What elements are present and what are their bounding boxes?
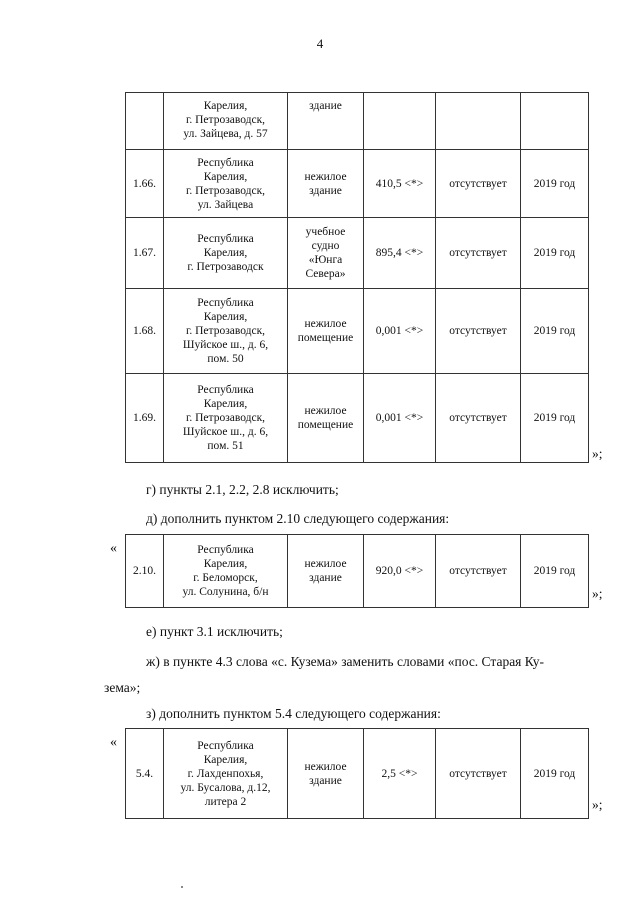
row-object-type: нежилое помещение	[288, 289, 364, 374]
row-area: 0,001 <*>	[364, 289, 436, 374]
paragraph-zh-line-2: зема»;	[104, 680, 141, 695]
row-year: 2019 год	[521, 289, 589, 374]
paragraph-d: д) дополнить пунктом 2.10 следующего содержания:	[146, 511, 450, 526]
row-object-type: нежилое здание	[288, 535, 364, 608]
table-row	[126, 93, 589, 150]
row-status: отсутствует	[436, 289, 521, 374]
table-opening-quote: «	[110, 541, 117, 556]
row-number	[126, 93, 164, 150]
table-closing-quote: »;	[592, 586, 603, 601]
table-row	[126, 374, 589, 463]
row-object-type: учебное судно «Юнга Севера»	[288, 218, 364, 289]
row-number: 5.4.	[126, 729, 164, 819]
row-status: отсутствует	[436, 535, 521, 608]
paragraph-zh-line-1: ж) в пункте 4.3 слова «с. Кузема» заменить словами «пос. Старая Ку-	[146, 654, 545, 669]
row-number: 1.69.	[126, 374, 164, 463]
table-row	[126, 289, 589, 374]
row-number: 2.10.	[126, 535, 164, 608]
row-number: 1.66.	[126, 150, 164, 218]
table-opening-quote: «	[110, 735, 117, 750]
row-address: Республика Карелия, г. Лахденпохья, ул. Бусалова, д.12, литера 2	[164, 729, 288, 819]
row-area: 895,4 <*>	[364, 218, 436, 289]
row-address: Республика Карелия, г. Петрозаводск	[164, 218, 288, 289]
table-row	[126, 535, 589, 608]
row-status: отсутствует	[436, 150, 521, 218]
table-row	[126, 729, 589, 819]
row-object-type: здание	[288, 93, 364, 150]
row-object-type: нежилое здание	[288, 729, 364, 819]
row-year	[521, 93, 589, 150]
paragraph-e: е) пункт 3.1 исключить;	[146, 624, 283, 639]
row-area: 410,5 <*>	[364, 150, 436, 218]
row-number: 1.68.	[126, 289, 164, 374]
row-status: отсутствует	[436, 729, 521, 819]
row-year: 2019 год	[521, 374, 589, 463]
row-status: отсутствует	[436, 374, 521, 463]
table-closing-quote: »;	[592, 446, 603, 461]
row-area: 2,5 <*>	[364, 729, 436, 819]
item-5-4-table	[125, 728, 589, 819]
row-number: 1.67.	[126, 218, 164, 289]
row-address: Республика Карелия, г. Петрозаводск, Шуйское ш., д. 6, пом. 51	[164, 374, 288, 463]
row-area: 0,001 <*>	[364, 374, 436, 463]
row-year: 2019 год	[521, 150, 589, 218]
row-object-type: нежилое здание	[288, 150, 364, 218]
scan-speck	[181, 886, 183, 888]
row-address: Республика Карелия, г. Петрозаводск, Шуйское ш., д. 6, пом. 50	[164, 289, 288, 374]
row-area	[364, 93, 436, 150]
registry-table	[125, 92, 589, 463]
row-object-type: нежилое помещение	[288, 374, 364, 463]
row-address: Республика Карелия, г. Беломорск, ул. Солунина, б/н	[164, 535, 288, 608]
row-year: 2019 год	[521, 729, 589, 819]
table-row	[126, 218, 589, 289]
table-row	[126, 150, 589, 218]
row-status	[436, 93, 521, 150]
row-address: Республика Карелия, г. Петрозаводск, ул. Зайцева	[164, 150, 288, 218]
row-status: отсутствует	[436, 218, 521, 289]
item-2-10-table	[125, 534, 589, 608]
paragraph-z: з) дополнить пунктом 5.4 следующего содержания:	[146, 706, 441, 721]
page-number: 4	[316, 36, 324, 51]
paragraph-g: г) пункты 2.1, 2.2, 2.8 исключить;	[146, 482, 339, 497]
row-address: Карелия, г. Петрозаводск, ул. Зайцева, д. 57	[164, 93, 288, 150]
table-closing-quote: »;	[592, 797, 603, 812]
row-area: 920,0 <*>	[364, 535, 436, 608]
row-year: 2019 год	[521, 218, 589, 289]
row-year: 2019 год	[521, 535, 589, 608]
